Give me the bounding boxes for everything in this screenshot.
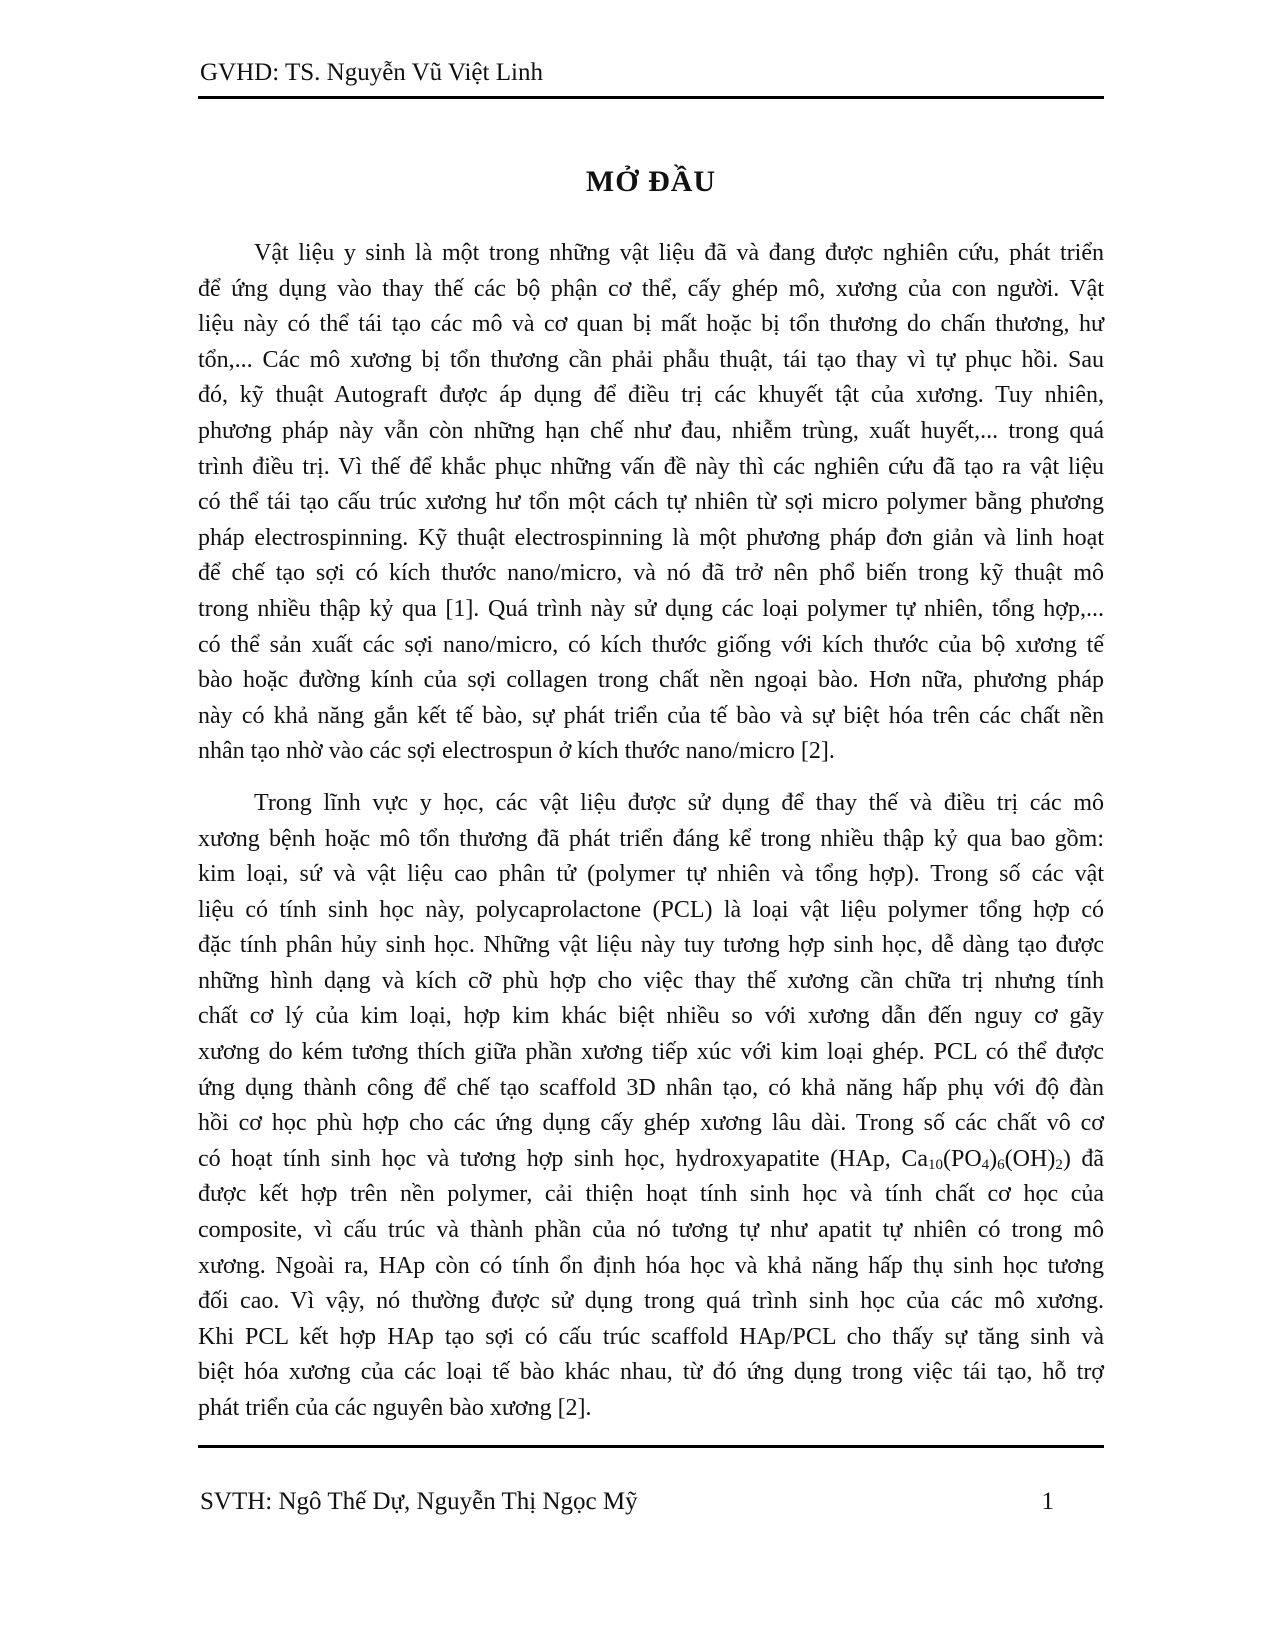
text-line: xương. Ngoài ra, HAp còn có tính ổn định hóa học và khả năng hấp thụ sinh học tương [198,1252,1104,1279]
formula-subscript: 4 [981,1156,990,1173]
text-line: biệt hóa xương của các loại tế bào khác nhau, từ đó ứng dụng trong việc tái tạo, hỗ trợ [198,1359,1104,1386]
formula-text: ) [989,1145,998,1172]
text-line: có thể sản xuất các sợi nano/micro, có kích thước giống với kích thước của bộ xương tế [198,631,1104,658]
formula-subscript: 2 [1055,1156,1063,1173]
text-line: bào hoặc đường kính của sợi collagen trong chất nền ngoại bào. Hơn nữa, phương pháp [198,667,1104,694]
text-line: Khi PCL kết hợp HAp tạo sợi có cấu trúc scaffold HAp/PCL cho thấy sự tăng sinh và [198,1323,1104,1350]
text-line: kim loại, sứ và vật liệu cao phân tử (polymer tự nhiên và tổng hợp). Trong số các vật [198,861,1104,888]
text-line: Vật liệu y sinh là một trong những vật liệu đã và đang được nghiên cứu, phát triển [254,240,1104,266]
page-number: 1 [1041,1488,1054,1515]
text-line: xương bệnh hoặc mô tổn thương đã phát triển đáng kể trong nhiều thập kỷ qua bao gồm: [198,825,1104,852]
text-line: để ứng dụng vào thay thế các bộ phận cơ thể, cấy ghép mô, xương của con người. Vật [198,275,1104,302]
text-line: Trong lĩnh vực y học, các vật liệu được sử dụng để thay thế và điều trị các mô [254,789,1104,816]
text-line: đối cao. Vì vậy, nó thường được sử dụng trong quá trình sinh học của các mô xương. [198,1288,1104,1315]
text-line: những hình dạng và kích cỡ phù hợp cho việc thay thế xương cần chữa trị nhưng tính [198,967,1104,994]
text-line: liệu có tính sinh học này, polycaprolactone (PCL) là loại vật liệu polymer tổng hợp có [198,896,1104,923]
formula-text-after: ) đã [1062,1145,1104,1172]
formula-subscript: 6 [997,1156,1005,1173]
text-line: này có khả năng gắn kết tế bào, sự phát triển của tế bào và sự biệt hóa trên các chất nền [198,702,1104,729]
footer-divider [198,1445,1104,1448]
text-line: đó, kỹ thuật Autograft được áp dụng để điều trị các khuyết tật của xương. Tuy nhiên, [198,382,1104,409]
formula-line [198,1142,1104,1178]
text-line: trình điều trị. Vì thế để khắc phục những vấn đề này thì các nghiên cứu đã tạo ra vật liệu [198,453,1104,480]
text-line: phát triển của các nguyên bào xương [2]. [198,1395,592,1421]
text-line: tổn,... Các mô xương bị tổn thương cần phải phẫu thuật, tái tạo thay vì tự phục hồi. Sau [198,346,1104,373]
formula-text: (OH) [1004,1145,1056,1172]
formula-subscript: 10 [927,1156,943,1173]
formula-text-before: có hoạt tính sinh học và tương hợp sinh học, hydroxyapatite (HAp, Ca [198,1145,928,1172]
document-body [198,236,1104,1427]
header-divider [198,96,1104,99]
text-line: trong nhiều thập kỷ qua [1]. Quá trình này sử dụng các loại polymer tự nhiên, tổng hợp,... [198,595,1104,622]
text-line: có thể tái tạo cấu trúc xương hư tổn một cách tự nhiên từ sợi micro polymer bằng phương [198,489,1104,516]
paragraph-2 [198,786,1104,1427]
text-line: chất cơ lý của kim loại, hợp kim khác biệt nhiều so với xương dẫn đến nguy cơ gãy [198,1003,1104,1030]
text-line: được kết hợp trên nền polymer, cải thiện hoạt tính sinh học và tính chất cơ học của [198,1181,1104,1208]
page-header: GVHD: TS. Nguyễn Vũ Việt Linh [200,59,543,86]
text-line: hồi cơ học phù hợp cho các ứng dụng cấy ghép xương lâu dài. Trong số các chất vô cơ [198,1110,1104,1137]
text-line: pháp electrospinning. Kỹ thuật electrospinning là một phương pháp đơn giản và linh hoạt [198,524,1104,551]
text-line: xương do kém tương thích giữa phần xương tiếp xúc với kim loại ghép. PCL có thể được [198,1039,1104,1066]
text-line: nhân tạo nhờ vào các sợi electrospun ở kích thước nano/micro [2]. [198,738,835,765]
formula-text: (PO [942,1145,982,1172]
footer-authors: SVTH: Ngô Thế Dự, Nguyễn Thị Ngọc Mỹ [200,1488,638,1515]
text-line: composite, vì cấu trúc và thành phần của nó tương tự như apatit tự nhiên có trong mô [198,1217,1104,1244]
text-line: đặc tính phân hủy sinh học. Những vật liệu này tuy tương hợp sinh học, dễ dàng tạo được [198,932,1104,959]
text-line: liệu này có thể tái tạo các mô và cơ quan bị mất hoặc bị tổn thương do chấn thương, hư [198,311,1104,338]
text-line: ứng dụng thành công để chế tạo scaffold 3D nhân tạo, có khả năng hấp phụ với độ đàn [198,1074,1104,1101]
paragraph-1 [198,236,1104,770]
page-title: MỞ ĐẦU [585,165,717,198]
text-line: phương pháp này vẫn còn những hạn chế như đau, nhiễm trùng, xuất huyết,... trong quá [198,417,1104,444]
text-line: để chế tạo sợi có kích thước nano/micro, và nó đã trở nên phổ biến trong kỹ thuật mô [198,560,1104,587]
